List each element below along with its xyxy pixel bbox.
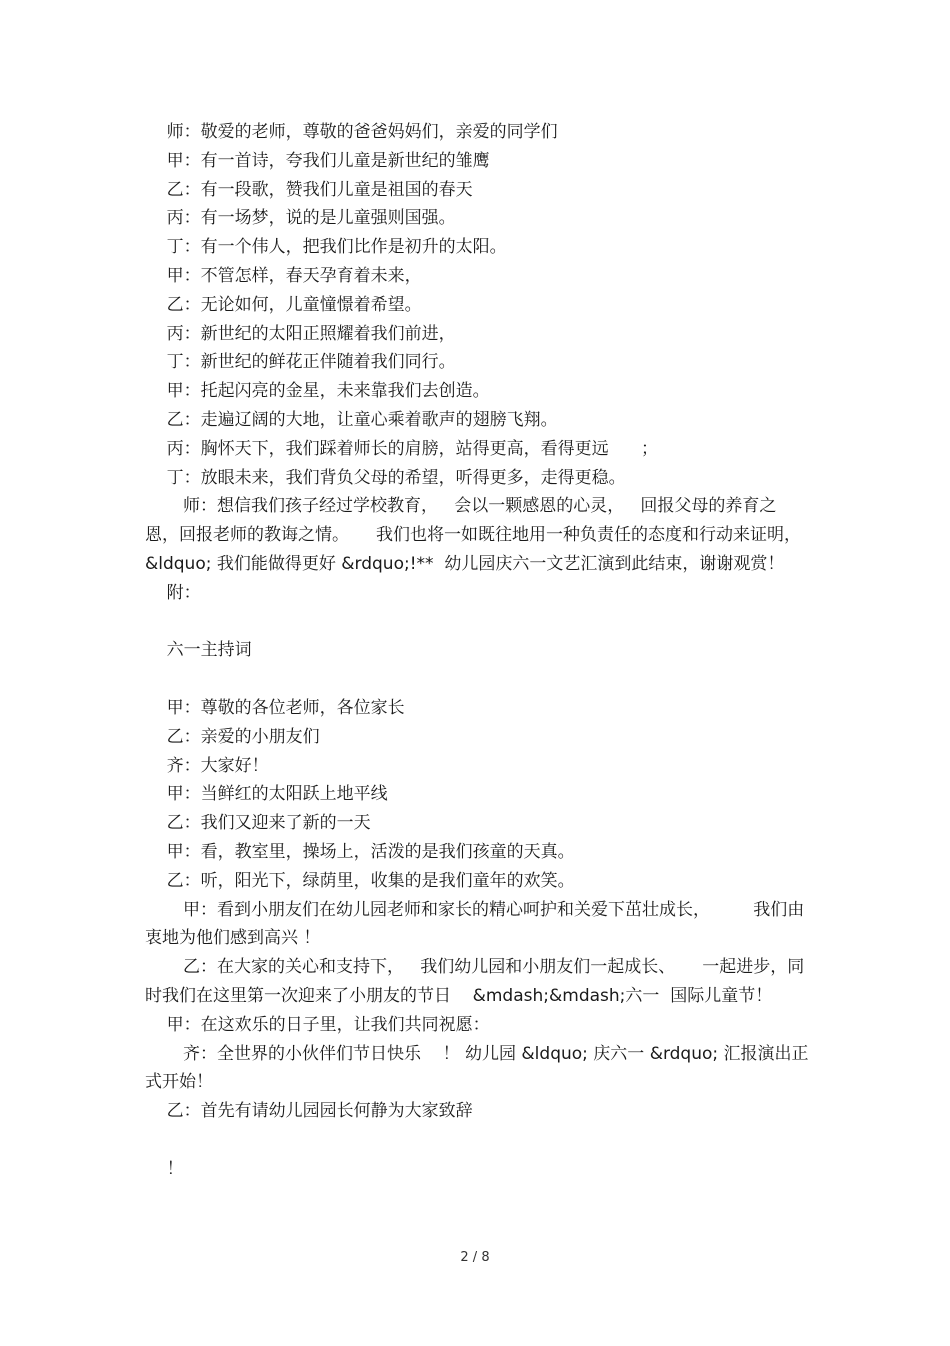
section-title: 六一主持词 <box>145 640 252 661</box>
document-body <box>145 118 810 1183</box>
yi-paragraph: 乙：在大家的关心和支持下， 我们幼儿园和小朋友们一起成长、 一起进步，同时我们在这里第一次迎来了小朋友的节日 &mdash;&mdash;六一 国际儿童节！ <box>145 957 805 1006</box>
script-line: 乙：有一段歌，赞我们儿童是祖国的春天 <box>145 179 473 200</box>
script-line: 丙：新世纪的太阳正照耀着我们前进， <box>145 323 456 344</box>
spacer <box>145 1126 810 1155</box>
script-line: 丙：胸怀天下，我们踩着师长的肩膀，站得更高，看得更远 ； <box>145 438 659 459</box>
script-line: 甲：在这欢乐的日子里，让我们共同祝愿： <box>145 1014 490 1035</box>
script-line: 甲：看，教室里，操场上，活泼的是我们孩童的天真。 <box>145 841 575 862</box>
script-line: 乙：亲爱的小朋友们 <box>145 726 320 747</box>
jia-paragraph: 甲：看到小朋友们在幼儿园老师和家长的精心呵护和关爱下茁壮成长， 我们由衷地为他们感到高兴 ！ <box>145 899 805 949</box>
script-line: 齐：大家好！ <box>145 755 269 776</box>
script-line: 乙：首先有请幼儿园园长何静为大家致辞 <box>145 1101 473 1122</box>
appendix-label: 附： <box>145 582 201 603</box>
script-line: 师：敬爱的老师，尊敬的爸爸妈妈们，亲爱的同学们 <box>145 122 558 142</box>
script-line: 甲：有一首诗，夸我们儿童是新世纪的雏鹰 <box>145 150 490 171</box>
script-line: 乙：无论如何，儿童憧憬着希望。 <box>145 294 422 315</box>
script-line: 甲：当鲜红的太阳跃上地平线 <box>145 784 388 805</box>
page-number: 2 / 8 <box>460 1250 490 1265</box>
script-line: 乙：听，阳光下，绿荫里，收集的是我们童年的欢笑。 <box>145 870 575 891</box>
script-line: 乙：走遍辽阔的大地，让童心乘着歌声的翅膀飞翔。 <box>145 409 558 430</box>
script-line: 丁：放眼未来，我们背负父母的希望，听得更多，走得更稳。 <box>145 467 626 488</box>
qi-paragraph: 齐：全世界的小伙伴们节日快乐 ！ 幼儿园 &ldquo; 庆六一 &rdquo; 汇报演出正式开始！ <box>145 1043 809 1093</box>
teacher-closing-paragraph: 师：想信我们孩子经过学校教育， 会以一颗感恩的心灵， 回报父母的养育之恩，回报老师的教诲之情。 我们也将一如既往地用一种负责任的态度和行动来证明， &ldquo; 我们能做得更好 &rdquo;!** 幼儿园庆六一文艺汇演到此结束，谢谢观赏！ <box>145 496 807 574</box>
script-line: 甲：托起闪亮的金星，未来靠我们去创造。 <box>145 381 490 402</box>
spacer <box>145 608 810 637</box>
script-line: 甲：不管怎样，春天孕育着未来， <box>145 265 422 286</box>
script-line: 丙：有一场梦，说的是儿童强则国强。 <box>145 208 456 229</box>
script-line: 丁：有一个伟人，把我们比作是初升的太阳。 <box>145 237 507 258</box>
trailing-mark: ！ <box>145 1158 184 1179</box>
spacer <box>145 665 810 694</box>
script-line: 丁：新世纪的鲜花正伴随着我们同行。 <box>145 352 456 373</box>
script-line: 甲：尊敬的各位老师，各位家长 <box>145 697 405 718</box>
script-line: 乙：我们又迎来了新的一天 <box>145 813 371 834</box>
